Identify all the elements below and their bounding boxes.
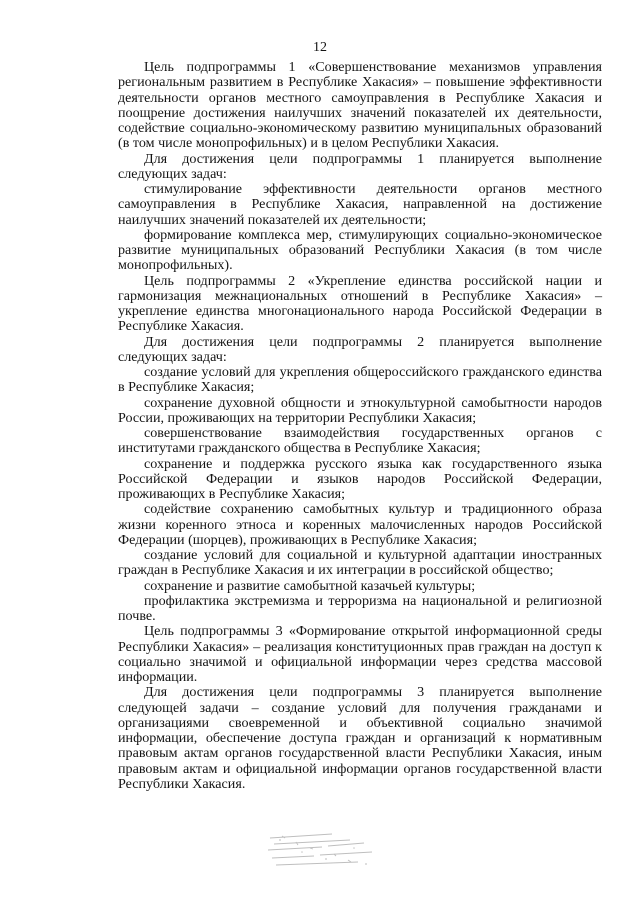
paragraph: сохранение и развитие самобытной казачьей культуры; xyxy=(144,577,476,594)
paragraph: стимулирование эффективности деятельности органов местного самоуправления в Республике Хакасия, направленной на достижение наилучших значений показателей их деятельности; xyxy=(118,181,602,228)
paragraph: Для достижения цели подпрограммы 3 планируется выполнение следующей задачи – создание условий для получения гражданами и организациями своевременной и объективной социально значимой информации, обеспечение доступа граждан и организаций к нормативным правовым актам органов государственной власти Республики Хакасия, иным правовым актам и официальной информации органов государственной власти Республики Хакасия. xyxy=(118,684,602,792)
document-body xyxy=(118,60,602,792)
paragraph: создание условий для социальной и культурной адаптации иностранных граждан в Республике Хакасия и их интеграции в российской общество; xyxy=(118,547,602,579)
paragraph: совершенствование взаимодействия государственных органов с институтами гражданского общества в Республике Хакасия; xyxy=(118,425,602,457)
paragraph: сохранение духовной общности и этнокультурной самобытности народов России, проживающих на территории Республики Хакасия; xyxy=(118,394,602,426)
paragraph: Цель подпрограммы 2 «Укрепление единства российской нации и гармонизация межнациональных отношений в Республике Хакасия» – укрепление единства многонационального народа Российской Федерации в Республике Хакасия. xyxy=(118,272,602,335)
paragraph: Для достижения цели подпрограммы 2 планируется выполнение следующих задач: xyxy=(118,333,602,365)
paragraph: Цель подпрограммы 1 «Совершенствование механизмов управления региональным развитием в Республике Хакасия» – повышение эффективности деятельности органов местного самоуправления в Республике Хакасия и поощрение достижения наилучших значений показателей их деятельности, содействие социально-экономическому развитию муниципальных образований (в том числе монопрофильных) и в целом Республики Хакасия. xyxy=(118,59,602,152)
paragraph: создание условий для укрепления общероссийского гражданского единства в Республике Хакасия; xyxy=(118,364,602,396)
paragraph: содействие сохранению самобытных культур и традиционного образа жизни коренного этноса и коренных малочисленных народов Российской Федерации (шорцев), проживающих в Республике Хакасия; xyxy=(118,501,602,548)
faint-stamp-mark xyxy=(262,828,382,874)
page-number: 12 xyxy=(313,40,327,55)
paragraph: профилактика экстремизма и терроризма на национальной и религиозной почве. xyxy=(118,592,602,624)
paragraph: Для достижения цели подпрограммы 1 планируется выполнение следующих задач: xyxy=(118,150,602,182)
paragraph: сохранение и поддержка русского языка как государственного языка Российской Федерации и языков народов Российской Федерации, проживающих в Республике Хакасия; xyxy=(118,455,602,502)
paragraph: Цель подпрограммы 3 «Формирование открытой информационной среды Республики Хакасия» – реализация конституционных прав граждан на доступ к социально значимой и официальной информации через средства массовой информации. xyxy=(118,623,602,685)
paragraph: формирование комплекса мер, стимулирующих социально-экономическое развитие муниципальных образований Республики Хакасия (в том числе монопрофильных). xyxy=(118,226,602,274)
